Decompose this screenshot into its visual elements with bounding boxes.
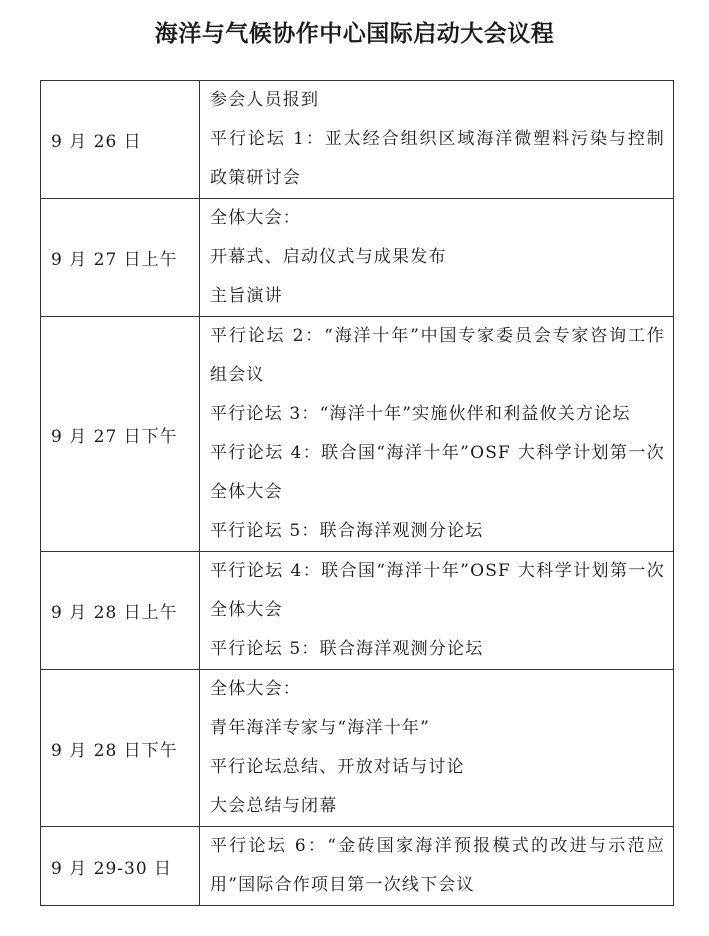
items-cell	[200, 317, 674, 552]
table-row	[41, 81, 674, 199]
items-cell	[200, 670, 674, 827]
agenda-item: 平行论坛 5：联合海洋观测分论坛	[210, 521, 484, 541]
agenda-table	[40, 80, 674, 906]
agenda-item: 青年海洋专家与“海洋十年”	[210, 718, 430, 738]
items-cell	[200, 199, 674, 317]
agenda-item: 平行论坛 4：联合国“海洋十年”OSF 大科学计划第一次全体大会	[210, 561, 665, 620]
agenda-item: 平行论坛总结、开放对话与讨论	[210, 757, 465, 777]
table-row	[41, 552, 674, 670]
agenda-item: 平行论坛 5：联合海洋观测分论坛	[210, 639, 484, 659]
table-row	[41, 199, 674, 317]
agenda-item: 平行论坛 6：“金砖国家海洋预报模式的改进与示范应用”国际合作项目第一次线下会议	[210, 836, 665, 895]
date-cell: 9 月 27 日上午	[41, 199, 200, 317]
table-row	[41, 317, 674, 552]
agenda-item: 平行论坛 1：亚太经合组织区域海洋微塑料污染与控制政策研讨会	[210, 129, 665, 188]
date-cell: 9 月 29-30 日	[41, 827, 200, 906]
items-cell	[200, 827, 674, 906]
agenda-item: 平行论坛 2：“海洋十年”中国专家委员会专家咨询工作组会议	[210, 326, 665, 385]
agenda-item: 开幕式、启动仪式与成果发布	[210, 247, 447, 267]
page-title: 海洋与气候协作中心国际启动大会议程	[154, 20, 555, 47]
table-row	[41, 827, 674, 906]
agenda-item: 平行论坛 3：“海洋十年”实施伙伴和利益攸关方论坛	[210, 404, 631, 424]
agenda-item: 全体大会：	[210, 208, 301, 228]
date-cell: 9 月 28 日下午	[41, 670, 200, 827]
agenda-item: 参会人员报到	[210, 90, 320, 110]
agenda-item: 大会总结与闭幕	[210, 796, 338, 816]
table-row	[41, 670, 674, 827]
date-cell: 9 月 28 日上午	[41, 552, 200, 670]
date-cell: 9 月 26 日	[41, 81, 200, 199]
agenda-item: 全体大会：	[210, 679, 301, 699]
agenda-item: 平行论坛 4：联合国“海洋十年”OSF 大科学计划第一次全体大会	[210, 443, 665, 502]
date-cell: 9 月 27 日下午	[41, 317, 200, 552]
agenda-item: 主旨演讲	[210, 286, 283, 306]
items-cell	[200, 81, 674, 199]
items-cell	[200, 552, 674, 670]
